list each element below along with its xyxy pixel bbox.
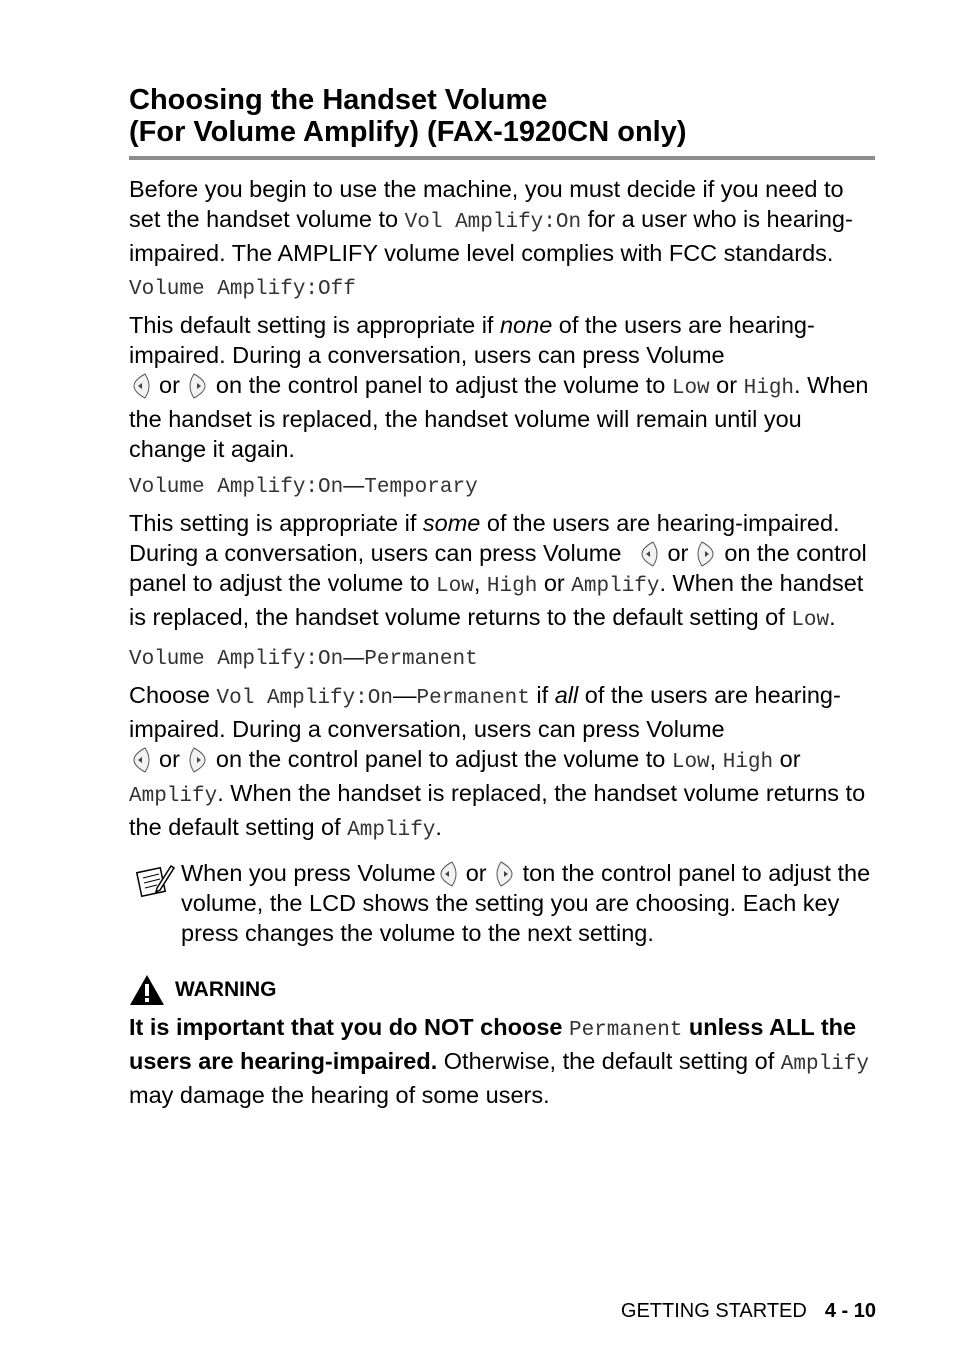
volume-up-key-icon bbox=[495, 860, 515, 888]
volume-down-key-icon bbox=[438, 860, 458, 888]
note-text: When you press Volume or ton the control panel to adjust the volume, the LCD shows the setting you are choosing. Each key press changes the volume to the next setting. bbox=[181, 860, 871, 946]
intro-paragraph: Before you begin to use the machine, you must decide if you need to set the handset volume to Vol Amplify:On for a user who is hearing-impaired. The AMPLIFY volume level complies with FCC standards. bbox=[129, 176, 853, 266]
volume-up-key-icon bbox=[696, 540, 716, 568]
section-temporary-paragraph: This setting is appropriate if some of the users are hearing-impaired. During a conversation, users can press Volume or on the control panel to adjust the volume to Low, High or Amplify. When the handset is replaced, the handset volume returns to the default setting of Low. bbox=[129, 510, 867, 632]
manual-page bbox=[129, 84, 875, 1110]
page-footer bbox=[621, 1300, 876, 1323]
volume-down-key-icon bbox=[131, 746, 151, 774]
section-heading-temporary: Volume Amplify:On—Temporary bbox=[129, 474, 478, 499]
section-permanent-paragraph: Choose Vol Amplify:On—Permanent if all of the users are hearing-impaired. During a conversation, users can press Volume or on the control panel to adjust the volume to Low, High or Amplify. When the handset is replaced, the handset volume returns to the default setting of Amplify. bbox=[129, 682, 866, 842]
note-block bbox=[129, 858, 875, 948]
footer-section: GETTING STARTED bbox=[620, 1300, 807, 1322]
note-pencil-icon bbox=[135, 862, 175, 898]
warning-text: It is important that you do NOT choose Permanent unless ALL the users are hearing-impaired. Otherwise, the default setting of Amplify may damage the hearing of some users. bbox=[129, 1014, 870, 1108]
section-off-paragraph: This default setting is appropriate if none of the users are hearing-impaired. During a conversation, users can press Volume or on the control panel to adjust the volume to Low or High. When the handset is replaced, the handset volume will remain until you change it again. bbox=[129, 312, 869, 462]
volume-up-key-icon bbox=[188, 746, 208, 774]
warning-header bbox=[129, 974, 875, 1006]
page-number: 4 - 10 bbox=[824, 1300, 876, 1322]
volume-up-key-icon bbox=[188, 372, 208, 400]
warning-triangle-icon bbox=[129, 974, 165, 1006]
section-heading-off: Volume Amplify:Off bbox=[129, 278, 356, 301]
section-heading-permanent: Volume Amplify:On—Permanent bbox=[129, 646, 478, 671]
volume-down-key-icon bbox=[131, 372, 151, 400]
volume-down-key-icon bbox=[639, 540, 659, 568]
title-rule bbox=[129, 156, 875, 160]
page-title: Choosing the Handset Volume (For Volume Amplify) (FAX-1920CN only) bbox=[129, 84, 687, 148]
warning-label: WARNING bbox=[175, 978, 277, 1001]
